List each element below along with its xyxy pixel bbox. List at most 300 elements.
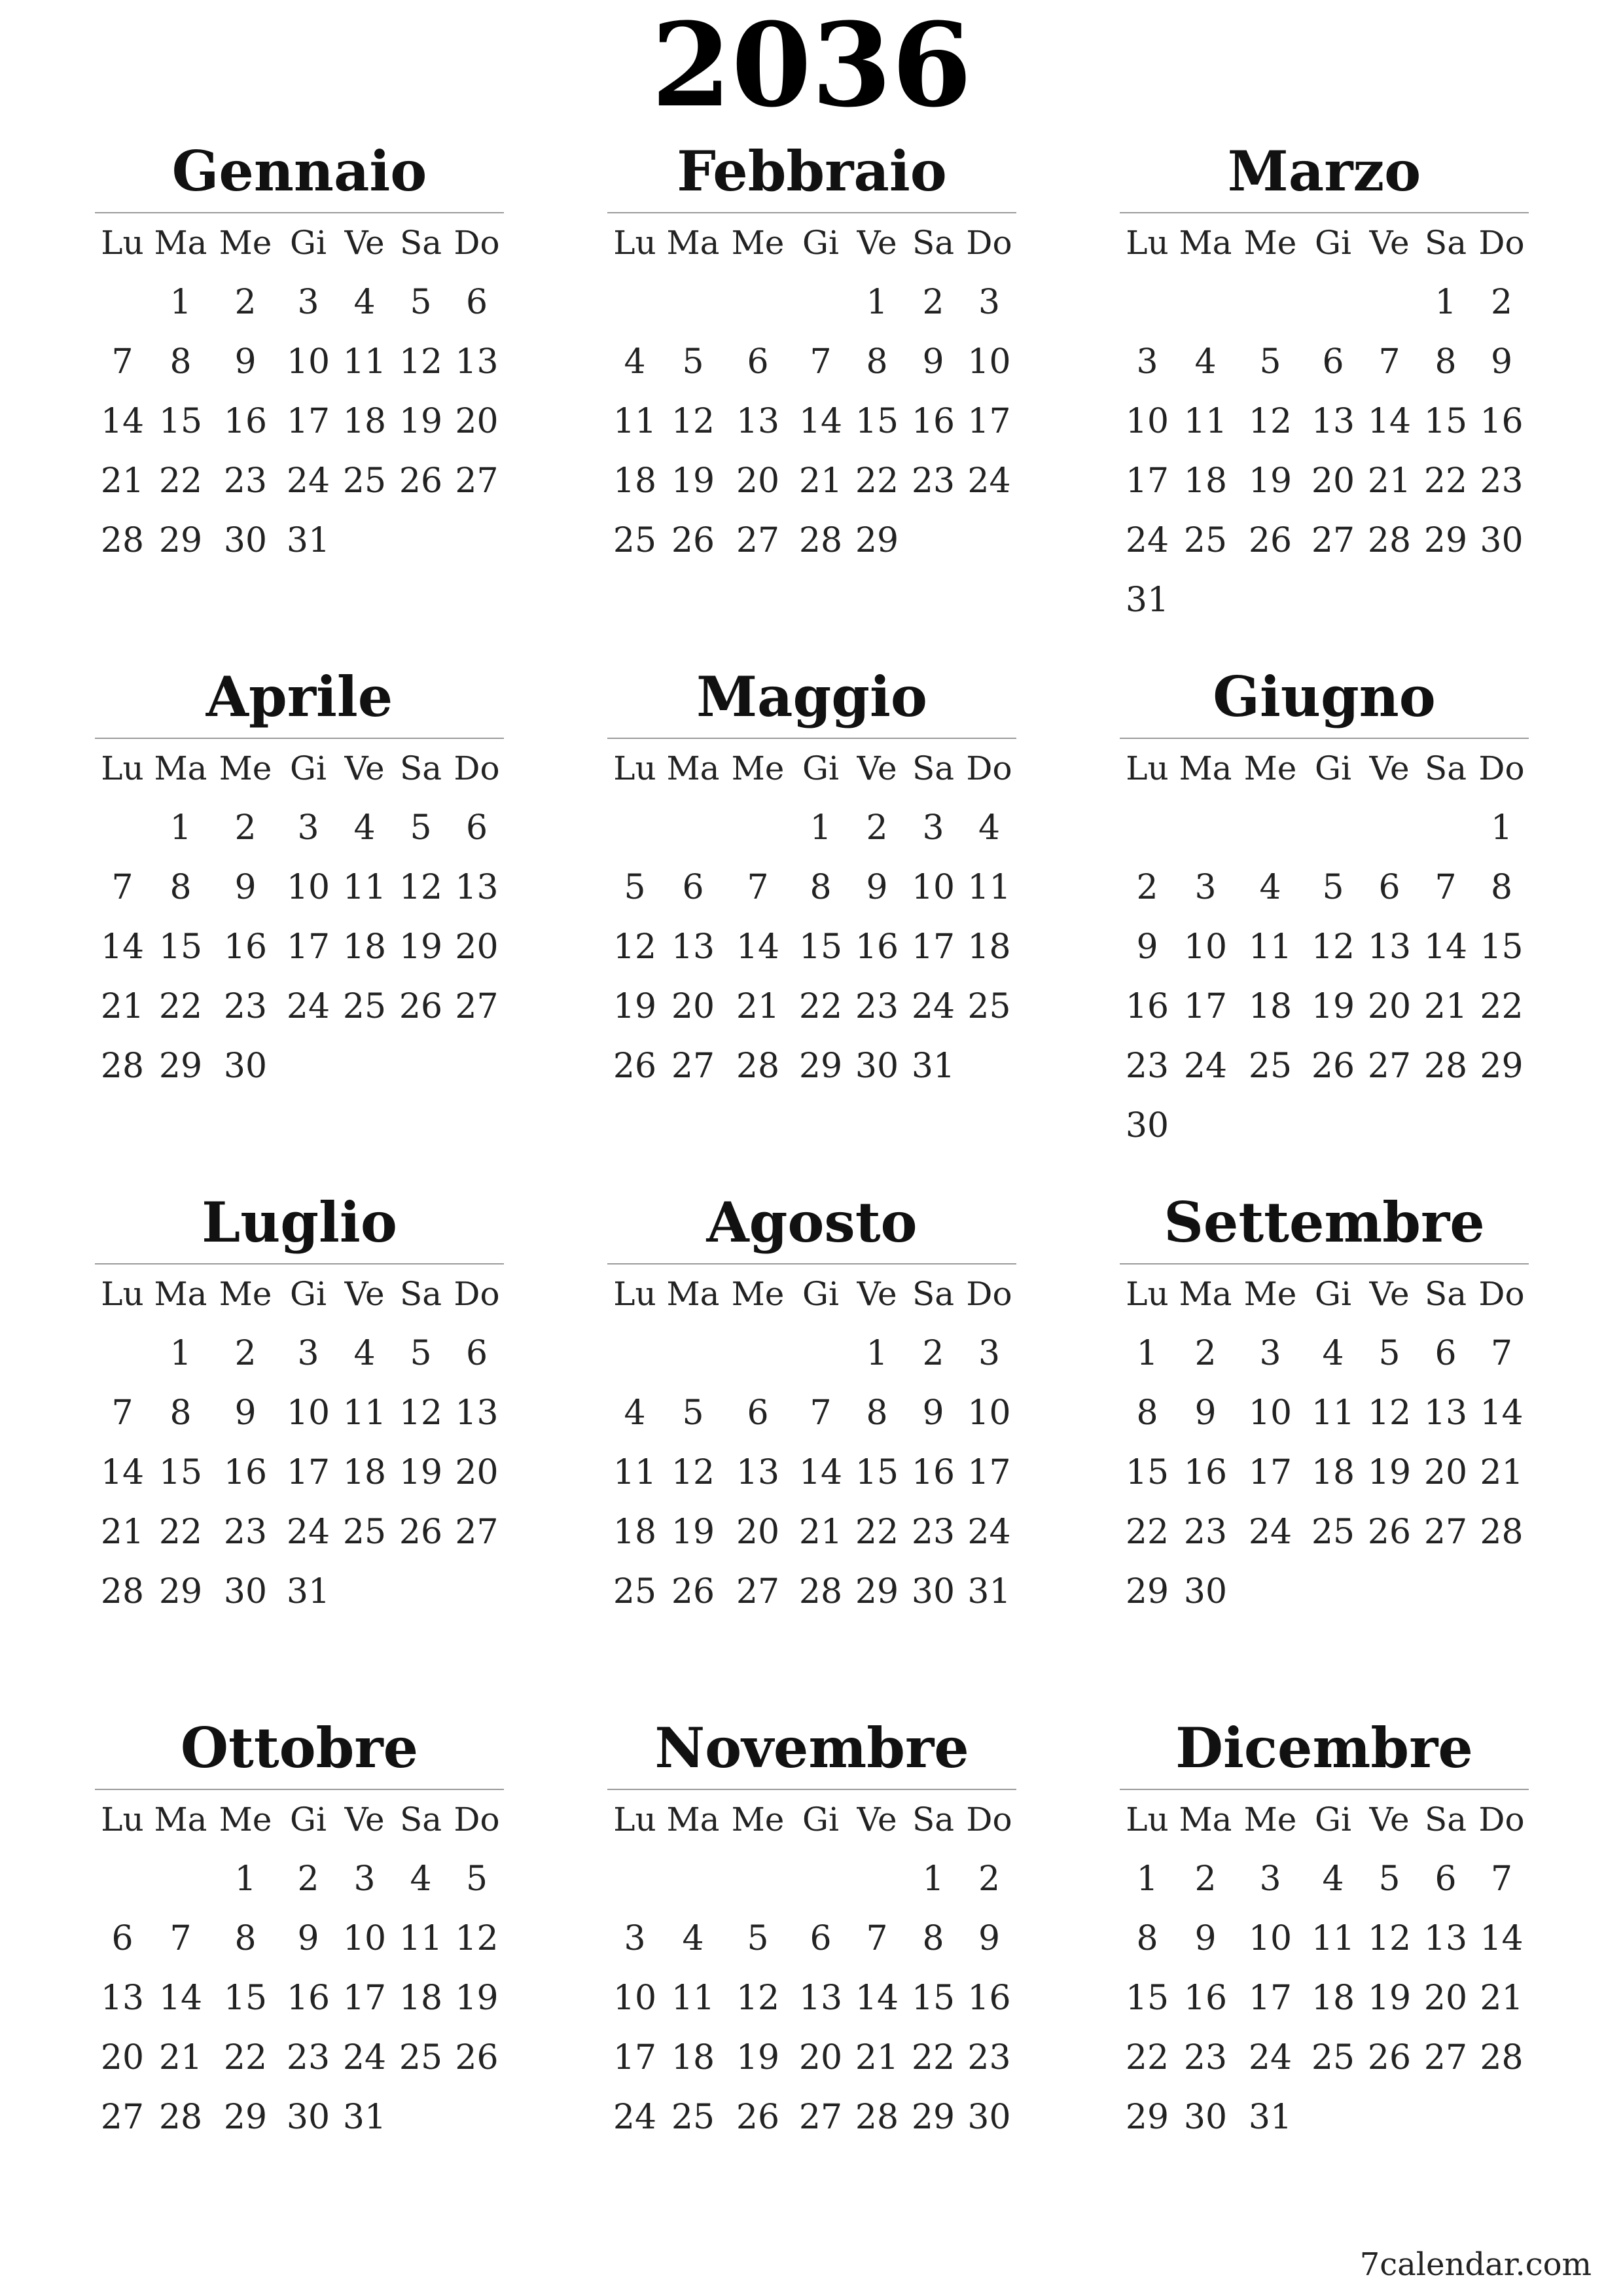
day-cell: 18 xyxy=(613,461,657,501)
empty-day xyxy=(95,1324,150,1384)
empty-day xyxy=(1304,798,1362,858)
day-cell: 15 xyxy=(158,402,203,441)
empty-day xyxy=(792,1850,849,1909)
weekday-header: Lu xyxy=(101,224,144,262)
month-block xyxy=(95,1708,504,2147)
day-cell: 22 xyxy=(1480,987,1524,1026)
day-cell: 23 xyxy=(1183,2038,1228,2077)
day-cell: 12 xyxy=(399,342,443,382)
day-cell: 4 xyxy=(978,808,1001,848)
weekday-header: Ve xyxy=(344,1801,385,1839)
day-cell: 22 xyxy=(798,987,843,1026)
day-cell: 3 xyxy=(978,283,1001,322)
month-name: Settembre xyxy=(1120,1182,1529,1265)
day-cell: 30 xyxy=(1183,2098,1228,2137)
empty-day xyxy=(1304,273,1362,332)
day-cell: 14 xyxy=(798,402,843,441)
day-cell: 2 xyxy=(922,1334,944,1373)
day-cell: 1 xyxy=(922,1859,944,1899)
day-cell: 12 xyxy=(1311,927,1355,967)
day-cell: 13 xyxy=(455,1393,499,1433)
day-cell: 19 xyxy=(613,987,657,1026)
day-cell: 4 xyxy=(1194,342,1217,382)
day-cell: 18 xyxy=(671,2038,715,2077)
day-cell: 17 xyxy=(911,927,955,967)
day-cell: 16 xyxy=(1480,402,1524,441)
day-cell: 27 xyxy=(455,987,499,1026)
weekday-header: Do xyxy=(1478,224,1525,262)
weekday-header: Ve xyxy=(1369,1275,1410,1313)
empty-day xyxy=(662,273,724,332)
day-cell: 28 xyxy=(1480,1513,1524,1552)
day-cell: 4 xyxy=(1322,1334,1344,1373)
day-cell: 12 xyxy=(1367,1919,1412,1958)
day-cell: 10 xyxy=(286,342,330,382)
weekday-header: Gi xyxy=(802,224,839,262)
day-cell: 5 xyxy=(1322,868,1344,907)
month-name: Agosto xyxy=(607,1182,1016,1265)
day-cell: 19 xyxy=(1367,1453,1412,1492)
weekday-header: Ve xyxy=(1369,1801,1410,1839)
day-cell: 3 xyxy=(978,1334,1001,1373)
day-cell: 24 xyxy=(613,2098,657,2137)
day-cell: 15 xyxy=(1423,402,1468,441)
day-cell: 6 xyxy=(747,1393,769,1433)
day-cell: 7 xyxy=(1435,868,1457,907)
day-cell: 4 xyxy=(682,1919,704,1958)
day-cell: 29 xyxy=(798,1047,843,1086)
day-cell: 21 xyxy=(1367,461,1412,501)
day-cell: 30 xyxy=(911,1572,955,1611)
weekday-header: Me xyxy=(731,1801,785,1839)
day-cell: 24 xyxy=(967,1513,1011,1552)
day-cell: 16 xyxy=(223,927,268,967)
day-cell: 1 xyxy=(810,808,832,848)
day-cell: 21 xyxy=(100,1513,145,1552)
day-cell: 11 xyxy=(1311,1919,1355,1958)
weekday-header: Me xyxy=(731,749,785,787)
day-cell: 12 xyxy=(1367,1393,1412,1433)
day-cell: 23 xyxy=(1480,461,1524,501)
day-cell: 10 xyxy=(286,1393,330,1433)
day-cell: 15 xyxy=(855,402,899,441)
day-cell: 6 xyxy=(747,342,769,382)
day-cell: 28 xyxy=(855,2098,899,2137)
day-cell: 3 xyxy=(297,808,319,848)
day-cell: 7 xyxy=(111,1393,134,1433)
day-cell: 26 xyxy=(1367,2038,1412,2077)
weekday-header: Gi xyxy=(1315,224,1351,262)
day-cell: 30 xyxy=(223,1572,268,1611)
day-cell: 13 xyxy=(671,927,715,967)
day-cell: 27 xyxy=(1423,1513,1468,1552)
weekday-header: Lu xyxy=(1126,1275,1169,1313)
weekday-header: Ma xyxy=(154,1801,207,1839)
day-cell: 1 xyxy=(169,1334,192,1373)
weekday-header: Sa xyxy=(399,224,442,262)
day-cell: 19 xyxy=(399,402,443,441)
day-cell: 25 xyxy=(342,987,387,1026)
day-cell: 6 xyxy=(810,1919,832,1958)
day-cell: 5 xyxy=(410,1334,432,1373)
day-cell: 18 xyxy=(1183,461,1228,501)
day-cell: 14 xyxy=(1367,402,1412,441)
day-cell: 31 xyxy=(286,1572,330,1611)
day-cell: 14 xyxy=(100,402,145,441)
empty-day xyxy=(1236,273,1304,332)
day-cell: 20 xyxy=(1423,1979,1468,2018)
day-cell: 21 xyxy=(1480,1979,1524,2018)
day-cell: 11 xyxy=(967,868,1011,907)
day-cell: 29 xyxy=(1125,2098,1169,2137)
month-days-grid xyxy=(607,1265,1016,1622)
day-cell: 4 xyxy=(353,808,376,848)
day-cell: 8 xyxy=(169,1393,192,1433)
day-cell: 20 xyxy=(671,987,715,1026)
weekday-header: Ve xyxy=(857,1275,897,1313)
day-cell: 29 xyxy=(223,2098,268,2137)
day-cell: 7 xyxy=(1378,342,1400,382)
weekday-header: Gi xyxy=(290,749,327,787)
day-cell: 16 xyxy=(223,402,268,441)
day-cell: 9 xyxy=(1490,342,1513,382)
day-cell: 15 xyxy=(158,927,203,967)
day-cell: 30 xyxy=(223,1047,268,1086)
day-cell: 27 xyxy=(1367,1047,1412,1086)
weekday-header: Lu xyxy=(1126,224,1169,262)
day-cell: 15 xyxy=(1125,1979,1169,2018)
weekday-header: Do xyxy=(1478,1801,1525,1839)
month-name: Maggio xyxy=(607,656,1016,739)
month-days-grid xyxy=(1120,1265,1529,1622)
day-cell: 27 xyxy=(455,461,499,501)
day-cell: 8 xyxy=(234,1919,257,1958)
day-cell: 9 xyxy=(866,868,888,907)
day-cell: 31 xyxy=(911,1047,955,1086)
day-cell: 5 xyxy=(410,283,432,322)
day-cell: 30 xyxy=(1480,521,1524,560)
weekday-header: Ve xyxy=(1369,749,1410,787)
day-cell: 11 xyxy=(342,868,387,907)
day-cell: 3 xyxy=(1259,1334,1281,1373)
day-cell: 4 xyxy=(624,342,646,382)
month-name: Febbraio xyxy=(607,131,1016,213)
day-cell: 16 xyxy=(1183,1979,1228,2018)
day-cell: 29 xyxy=(1423,521,1468,560)
day-cell: 1 xyxy=(1136,1859,1158,1899)
month-name: Aprile xyxy=(95,656,504,739)
day-cell: 14 xyxy=(1480,1919,1524,1958)
weekday-header: Sa xyxy=(1424,224,1467,262)
month-block xyxy=(95,656,504,1096)
day-cell: 18 xyxy=(342,927,387,967)
month-block xyxy=(607,1708,1016,2147)
day-cell: 4 xyxy=(1259,868,1281,907)
empty-day xyxy=(849,1850,904,1909)
month-days-grid xyxy=(1120,1790,1529,2147)
month-block xyxy=(1120,1708,1529,2147)
day-cell: 28 xyxy=(798,521,843,560)
month-block xyxy=(95,1182,504,1622)
day-cell: 17 xyxy=(1183,987,1228,1026)
day-cell: 22 xyxy=(855,1513,899,1552)
day-cell: 23 xyxy=(911,461,955,501)
day-cell: 30 xyxy=(855,1047,899,1086)
day-cell: 25 xyxy=(967,987,1011,1026)
day-cell: 18 xyxy=(1311,1979,1355,2018)
day-cell: 11 xyxy=(613,402,657,441)
day-cell: 13 xyxy=(736,1453,780,1492)
day-cell: 23 xyxy=(223,461,268,501)
empty-day xyxy=(150,1850,211,1909)
day-cell: 24 xyxy=(1183,1047,1228,1086)
month-block xyxy=(607,1182,1016,1622)
day-cell: 10 xyxy=(613,1979,657,2018)
day-cell: 19 xyxy=(736,2038,780,2077)
month-days-grid xyxy=(1120,739,1529,1156)
empty-day xyxy=(724,1324,792,1384)
day-cell: 23 xyxy=(911,1513,955,1552)
day-cell: 19 xyxy=(671,1513,715,1552)
weekday-header: Gi xyxy=(802,1801,839,1839)
day-cell: 2 xyxy=(234,1334,257,1373)
day-cell: 5 xyxy=(1378,1334,1400,1373)
day-cell: 18 xyxy=(967,927,1011,967)
day-cell: 12 xyxy=(613,927,657,967)
day-cell: 22 xyxy=(1125,2038,1169,2077)
weekday-header: Lu xyxy=(101,1801,144,1839)
day-cell: 15 xyxy=(1125,1453,1169,1492)
day-cell: 2 xyxy=(1136,868,1158,907)
day-cell: 14 xyxy=(798,1453,843,1492)
weekday-header: Me xyxy=(219,224,272,262)
day-cell: 2 xyxy=(297,1859,319,1899)
day-cell: 26 xyxy=(1248,521,1293,560)
day-cell: 13 xyxy=(100,1979,145,2018)
day-cell: 14 xyxy=(736,927,780,967)
site-credit: 7calendar.com xyxy=(1359,2246,1592,2283)
day-cell: 11 xyxy=(342,1393,387,1433)
day-cell: 3 xyxy=(922,808,944,848)
day-cell: 29 xyxy=(855,1572,899,1611)
day-cell: 26 xyxy=(671,1572,715,1611)
weekday-header: Lu xyxy=(1126,1801,1169,1839)
day-cell: 21 xyxy=(1423,987,1468,1026)
day-cell: 8 xyxy=(169,342,192,382)
day-cell: 18 xyxy=(1248,987,1293,1026)
day-cell: 23 xyxy=(223,1513,268,1552)
day-cell: 2 xyxy=(978,1859,1001,1899)
day-cell: 26 xyxy=(671,521,715,560)
weekday-header: Do xyxy=(1478,1275,1525,1313)
day-cell: 1 xyxy=(1136,1334,1158,1373)
day-cell: 22 xyxy=(855,461,899,501)
day-cell: 2 xyxy=(234,283,257,322)
day-cell: 20 xyxy=(1311,461,1355,501)
day-cell: 12 xyxy=(455,1919,499,1958)
day-cell: 12 xyxy=(736,1979,780,2018)
day-cell: 20 xyxy=(455,927,499,967)
day-cell: 8 xyxy=(1435,342,1457,382)
day-cell: 25 xyxy=(1248,1047,1293,1086)
empty-day xyxy=(1120,798,1175,858)
empty-day xyxy=(607,1324,662,1384)
day-cell: 26 xyxy=(399,987,443,1026)
day-cell: 1 xyxy=(169,808,192,848)
day-cell: 3 xyxy=(297,283,319,322)
day-cell: 24 xyxy=(1248,2038,1293,2077)
day-cell: 7 xyxy=(810,342,832,382)
day-cell: 26 xyxy=(1367,1513,1412,1552)
weekday-header: Ma xyxy=(154,1275,207,1313)
empty-day xyxy=(792,273,849,332)
day-cell: 20 xyxy=(100,2038,145,2077)
day-cell: 13 xyxy=(1423,1919,1468,1958)
day-cell: 15 xyxy=(855,1453,899,1492)
weekday-header: Lu xyxy=(613,224,656,262)
day-cell: 26 xyxy=(399,1513,443,1552)
day-cell: 4 xyxy=(410,1859,432,1899)
day-cell: 8 xyxy=(922,1919,944,1958)
day-cell: 17 xyxy=(613,2038,657,2077)
weekday-header: Lu xyxy=(613,749,656,787)
day-cell: 28 xyxy=(158,2098,203,2137)
weekday-header: Lu xyxy=(101,1275,144,1313)
weekday-header: Sa xyxy=(912,224,955,262)
month-days-grid xyxy=(95,1790,504,2147)
weekday-header: Do xyxy=(966,749,1012,787)
weekday-header: Me xyxy=(1243,224,1297,262)
day-cell: 23 xyxy=(286,2038,330,2077)
day-cell: 9 xyxy=(978,1919,1001,1958)
day-cell: 26 xyxy=(736,2098,780,2137)
empty-day xyxy=(724,798,792,858)
day-cell: 14 xyxy=(158,1979,203,2018)
weekday-header: Lu xyxy=(1126,749,1169,787)
day-cell: 24 xyxy=(967,461,1011,501)
day-cell: 11 xyxy=(342,342,387,382)
month-days-grid xyxy=(607,739,1016,1096)
empty-day xyxy=(1175,273,1236,332)
day-cell: 3 xyxy=(624,1919,646,1958)
month-days-grid xyxy=(95,213,504,571)
day-cell: 2 xyxy=(1490,283,1513,322)
day-cell: 24 xyxy=(286,987,330,1026)
day-cell: 16 xyxy=(967,1979,1011,2018)
day-cell: 25 xyxy=(1311,1513,1355,1552)
weekday-header: Ma xyxy=(1179,749,1232,787)
empty-day xyxy=(1175,798,1236,858)
weekday-header: Gi xyxy=(1315,749,1351,787)
day-cell: 25 xyxy=(613,521,657,560)
weekday-header: Gi xyxy=(802,749,839,787)
day-cell: 28 xyxy=(736,1047,780,1086)
weekday-header: Ma xyxy=(666,1801,720,1839)
day-cell: 8 xyxy=(169,868,192,907)
day-cell: 19 xyxy=(1367,1979,1412,2018)
day-cell: 10 xyxy=(967,342,1011,382)
empty-day xyxy=(607,1850,662,1909)
day-cell: 7 xyxy=(866,1919,888,1958)
day-cell: 19 xyxy=(399,1453,443,1492)
weekday-header: Sa xyxy=(1424,1275,1467,1313)
weekday-header: Gi xyxy=(290,224,327,262)
day-cell: 19 xyxy=(671,461,715,501)
day-cell: 1 xyxy=(1435,283,1457,322)
day-cell: 17 xyxy=(1248,1979,1293,2018)
day-cell: 6 xyxy=(1435,1859,1457,1899)
day-cell: 13 xyxy=(1367,927,1412,967)
day-cell: 31 xyxy=(342,2098,387,2137)
day-cell: 25 xyxy=(342,461,387,501)
empty-day xyxy=(1120,273,1175,332)
day-cell: 22 xyxy=(223,2038,268,2077)
day-cell: 26 xyxy=(613,1047,657,1086)
day-cell: 21 xyxy=(798,1513,843,1552)
day-cell: 29 xyxy=(1125,1572,1169,1611)
day-cell: 10 xyxy=(967,1393,1011,1433)
day-cell: 14 xyxy=(100,1453,145,1492)
month-name: Gennaio xyxy=(95,131,504,213)
day-cell: 8 xyxy=(1136,1919,1158,1958)
day-cell: 24 xyxy=(1125,521,1169,560)
day-cell: 31 xyxy=(286,521,330,560)
day-cell: 1 xyxy=(866,1334,888,1373)
day-cell: 9 xyxy=(922,1393,944,1433)
month-name: Luglio xyxy=(95,1182,504,1265)
day-cell: 3 xyxy=(1259,1859,1281,1899)
day-cell: 7 xyxy=(111,868,134,907)
weekday-header: Lu xyxy=(613,1801,656,1839)
day-cell: 30 xyxy=(223,521,268,560)
day-cell: 24 xyxy=(911,987,955,1026)
weekday-header: Sa xyxy=(1424,749,1467,787)
weekday-header: Ma xyxy=(666,749,720,787)
day-cell: 25 xyxy=(1311,2038,1355,2077)
month-block xyxy=(95,131,504,571)
day-cell: 9 xyxy=(234,1393,257,1433)
day-cell: 22 xyxy=(158,987,203,1026)
day-cell: 7 xyxy=(747,868,769,907)
day-cell: 4 xyxy=(624,1393,646,1433)
day-cell: 27 xyxy=(455,1513,499,1552)
day-cell: 4 xyxy=(353,283,376,322)
day-cell: 20 xyxy=(736,1513,780,1552)
day-cell: 7 xyxy=(810,1393,832,1433)
day-cell: 21 xyxy=(1480,1453,1524,1492)
day-cell: 18 xyxy=(613,1513,657,1552)
day-cell: 30 xyxy=(967,2098,1011,2137)
day-cell: 9 xyxy=(1194,1919,1217,1958)
day-cell: 10 xyxy=(1183,927,1228,967)
weekday-header: Gi xyxy=(290,1275,327,1313)
empty-day xyxy=(1417,798,1474,858)
day-cell: 6 xyxy=(1378,868,1400,907)
day-cell: 18 xyxy=(342,1453,387,1492)
day-cell: 11 xyxy=(1183,402,1228,441)
weekday-header: Ve xyxy=(344,1275,385,1313)
day-cell: 11 xyxy=(1311,1393,1355,1433)
day-cell: 4 xyxy=(353,1334,376,1373)
day-cell: 30 xyxy=(1125,1106,1169,1145)
day-cell: 23 xyxy=(1183,1513,1228,1552)
day-cell: 3 xyxy=(297,1334,319,1373)
day-cell: 24 xyxy=(342,2038,387,2077)
empty-day xyxy=(95,273,150,332)
empty-day xyxy=(607,273,662,332)
weekday-header: Ve xyxy=(1369,224,1410,262)
day-cell: 18 xyxy=(342,402,387,441)
